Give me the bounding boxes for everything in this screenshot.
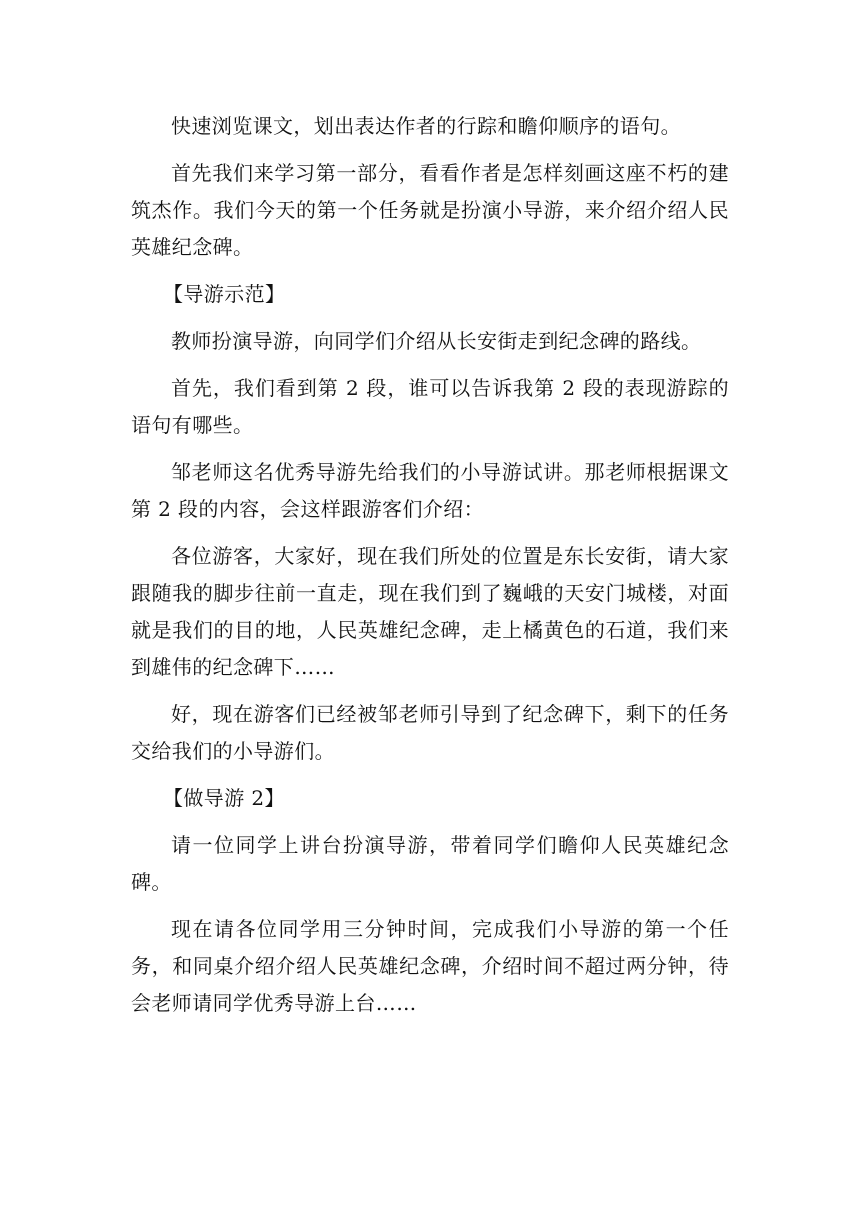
paragraph-4: 首先，我们看到第 2 段，谁可以告诉我第 2 段的表现游踪的语句有哪些。	[131, 376, 729, 437]
paragraph-9: 现在请各位同学用三分钟时间，完成我们小导游的第一个任务，和同桌介绍介绍人民英雄纪念碑，介绍时间不超过两分钟，待会老师请同学优秀导游上台……	[131, 917, 729, 1015]
paragraph-3: 教师扮演导游，向同学们介绍从长安街走到纪念碑的路线。	[171, 329, 702, 353]
section-heading-demo: 【导游示范】	[163, 282, 286, 306]
paragraph-1: 快速浏览课文，划出表达作者的行踪和瞻仰顺序的语句。	[171, 114, 681, 138]
paragraph-8: 请一位同学上讲台扮演导游，带着同学们瞻仰人民英雄纪念碑。	[131, 833, 729, 894]
paragraph-5: 邹老师这名优秀导游先给我们的小导游试讲。那老师根据课文第 2 段的内容，会这样跟游客们介绍：	[131, 460, 729, 521]
section-heading-guide-2: 【做导游 2】	[163, 786, 285, 810]
paragraph-2: 首先我们来学习第一部分，看看作者是怎样刻画这座不朽的建筑杰作。我们今天的第一个任务就是扮演小导游，来介绍介绍人民英雄纪念碑。	[131, 161, 729, 259]
paragraph-6: 各位游客，大家好，现在我们所处的位置是东长安街，请大家跟随我的脚步往前一直走，现在我们到了巍峨的天安门城楼，对面就是我们的目的地，人民英雄纪念碑，走上橘黄色的石道，我们来到雄伟的纪念碑下……	[131, 544, 729, 679]
paragraph-7: 好，现在游客们已经被邹老师引导到了纪念碑下，剩下的任务交给我们的小导游们。	[131, 702, 729, 763]
document-body	[131, 108, 729, 1032]
